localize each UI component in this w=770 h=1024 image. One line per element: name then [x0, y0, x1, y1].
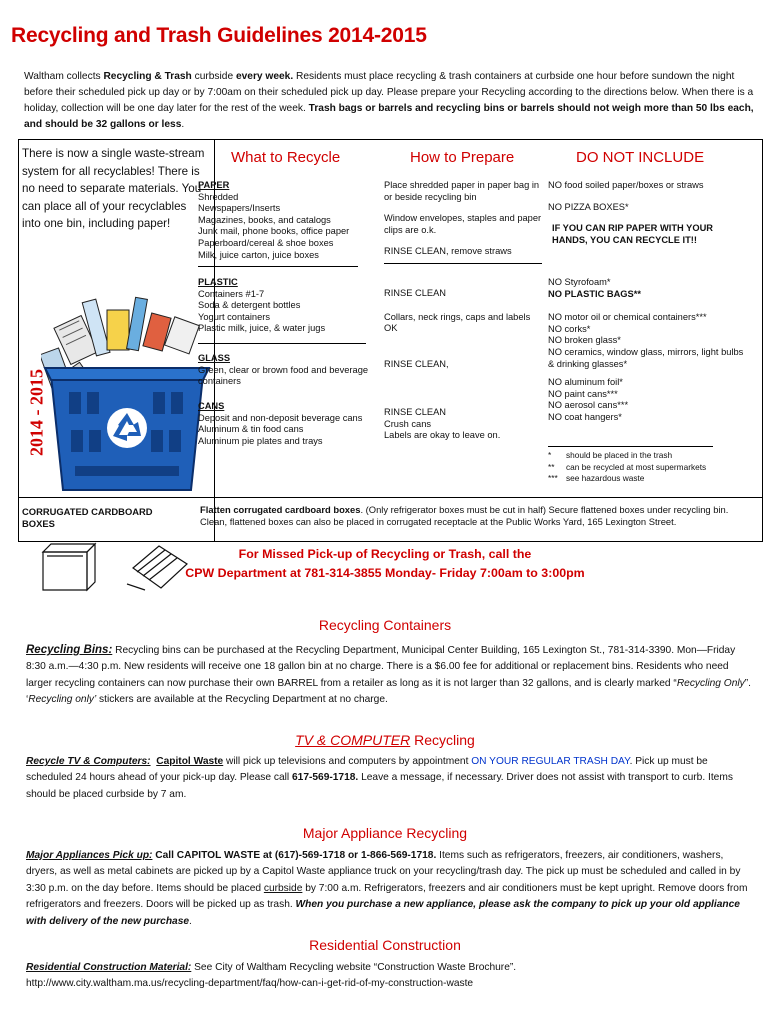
column-do-not-include: DO NOT INCLUDE	[576, 149, 705, 166]
construction-paragraph: Residential Construction Material: See City of Waltham Recycling website “Construction Waste Brochure”. http://www.city.waltham.ma.us/recycling-department/faq/how-can-i-get-rid-of-my-construction-waste	[26, 962, 517, 990]
column-how-to-prepare: How to Prepare	[410, 149, 515, 166]
intro-paragraph: Waltham collects Recycling & Trash curbside every week. Residents must place recycling & trash containers at curbside one hour before sundown the night before their scheduled pick up day or by 7:00am on their scheduled pick up day. Please prepare your Recycling according to the directions below. When there is a holiday, collection will be one day later for the rest of the week. Trash bags or barrels and recycling bins or barrels should not weigh more than 50 lbs each, and should be 32 gallons or less.	[24, 71, 754, 130]
recycling-containers-paragraph: Recycling Bins: Recycling bins can be purchased at the Recycling Department, Municipal Center Building, 165 Lexington St., 781-314-3390. Mon—Friday 8:30 a.m.—4:30 p.m. New residents will receive one 18 gallon bin at no charge. There is a $6.00 fee for additional or replacement bins. Residents who need larger recycling containers can now purchase their own BARREL from a retailer as long as it is not larger than 32 gallons, and is clearly marked “Recycling Only”. ‘Recycling only’ stickers are available at the Recycling Department at no charge.	[26, 644, 751, 706]
paper-prep: Place shredded paper in paper bag in or beside recycling bin Window envelopes, staples and paper clips are o.k. RINSE CLEAN, remove straws	[384, 180, 546, 269]
tv-computer-paragraph: Recycle TV & Computers: Capitol Waste will pick up televisions and computers by appointment ON YOUR REGULAR TRASH DAY. Pick up must be scheduled 24 hours ahead of your pick-up day. Please call 617-569-1718. Leave a message, if necessary. Driver does not assist with transport to curb. Items should be placed curbside by 7 am.	[26, 756, 733, 800]
cans-exclusions: NO aluminum foil* NO paint cans*** NO aerosol cans*** NO coat hangers*	[548, 377, 629, 422]
cans-items: CANS Deposit and non-deposit beverage cans Aluminum & tin food cans Aluminum pie plates and trays	[198, 401, 363, 446]
paper-exclusions: NO food soiled paper/boxes or straws NO PIZZA BOXES* IF YOU CAN RIP PAPER WITH YOUR HANDS, YOU CAN RECYCLE IT!!	[548, 180, 713, 245]
appliance-paragraph: Major Appliances Pick up: Call CAPITOL WASTE at (617)-569-1718 or 1-866-569-1718. Items such as refrigerators, freezers, air conditioners, washers, dryers, as well as metal cabinets are picked up by a Capitol Waste appliance truck on your recycling/trash day. The pick up must be scheduled and called in by 3:30 p.m. on the day before. Items should be placed curbside by 7:00 a.m. Refrigerators, freezers and air conditioners must be kept upright. Remove doors from refrigerators and freezers. Doors will be picked up as trash. When you purchase a new appliance, please ask the company to pick up your old appliance with delivery of the new purchase.	[26, 850, 748, 927]
plastic-prep: RINSE CLEAN Collars, neck rings, caps and labels OK	[384, 288, 531, 334]
plastic-exclusions: NO Styrofoam* NO PLASTIC BAGS** NO motor oil or chemical containers*** NO corks* NO broken glass* NO ceramics, window glass, mirrors, light bulbs & drinking glasses*	[548, 277, 744, 369]
construction-url[interactable]: http://www.city.waltham.ma.us/recycling-department/faq/how-can-i-get-rid-of-my-construction-waste	[26, 978, 474, 990]
paper-items: PAPER Shredded Newspapers/Inserts Magazines, books, and catalogs Junk mail, phone books, office paper Paperboard/cereal & shoe boxes Milk, juice carton, juice boxes	[198, 180, 384, 272]
glass-items: GLASS Green, clear or brown food and beverage containers	[198, 353, 369, 387]
cardboard-instructions: Flatten corrugated cardboard boxes. (Only refrigerator boxes must be cut in half) Secure flattened boxes under recycling bin. Clean, flattened boxes can also be placed in corrugated receptacle at the Public Works Yard, 165 Lexington Street.	[200, 504, 729, 527]
recycling-containers-title: Recycling Containers	[318, 617, 452, 633]
single-stream-description: There is now a single waste-stream system for all recyclables! There is no need to separate materials. You can place all of your recyclables into one bin, including paper!	[22, 147, 205, 230]
plastic-items: PLASTIC Containers #1-7 Soda & detergent bottles Yogurt containers Plastic milk, juice, & water jugs	[198, 277, 384, 349]
guidelines-table	[18, 139, 763, 542]
construction-title: Residential Construction	[309, 937, 461, 953]
cans-prep: RINSE CLEAN Crush cans Labels are okay to leave on.	[384, 407, 501, 441]
recycling-bin-illustration	[41, 280, 211, 495]
appliance-title: Major Appliance Recycling	[302, 825, 468, 841]
vertical-year-label: 2014 - 2015	[26, 369, 47, 456]
missed-pickup-notice: For Missed Pick-up of Recycling or Trash, call the CPW Department at 781-314-3855 Monday- Friday 7:00am to 3:00pm	[185, 547, 585, 580]
footnotes: * should be placed in the trash ** can be recycled at most supermarkets *** see hazardous waste	[548, 450, 707, 483]
glass-prep: RINSE CLEAN,	[384, 359, 449, 369]
page-title: Recycling and Trash Guidelines 2014-2015	[11, 24, 427, 47]
column-what-to-recycle: What to Recycle	[231, 149, 341, 166]
tv-computer-title: TV & COMPUTER Recycling	[295, 732, 475, 748]
cardboard-label: CORRUGATED CARDBOARD BOXES	[22, 506, 153, 529]
